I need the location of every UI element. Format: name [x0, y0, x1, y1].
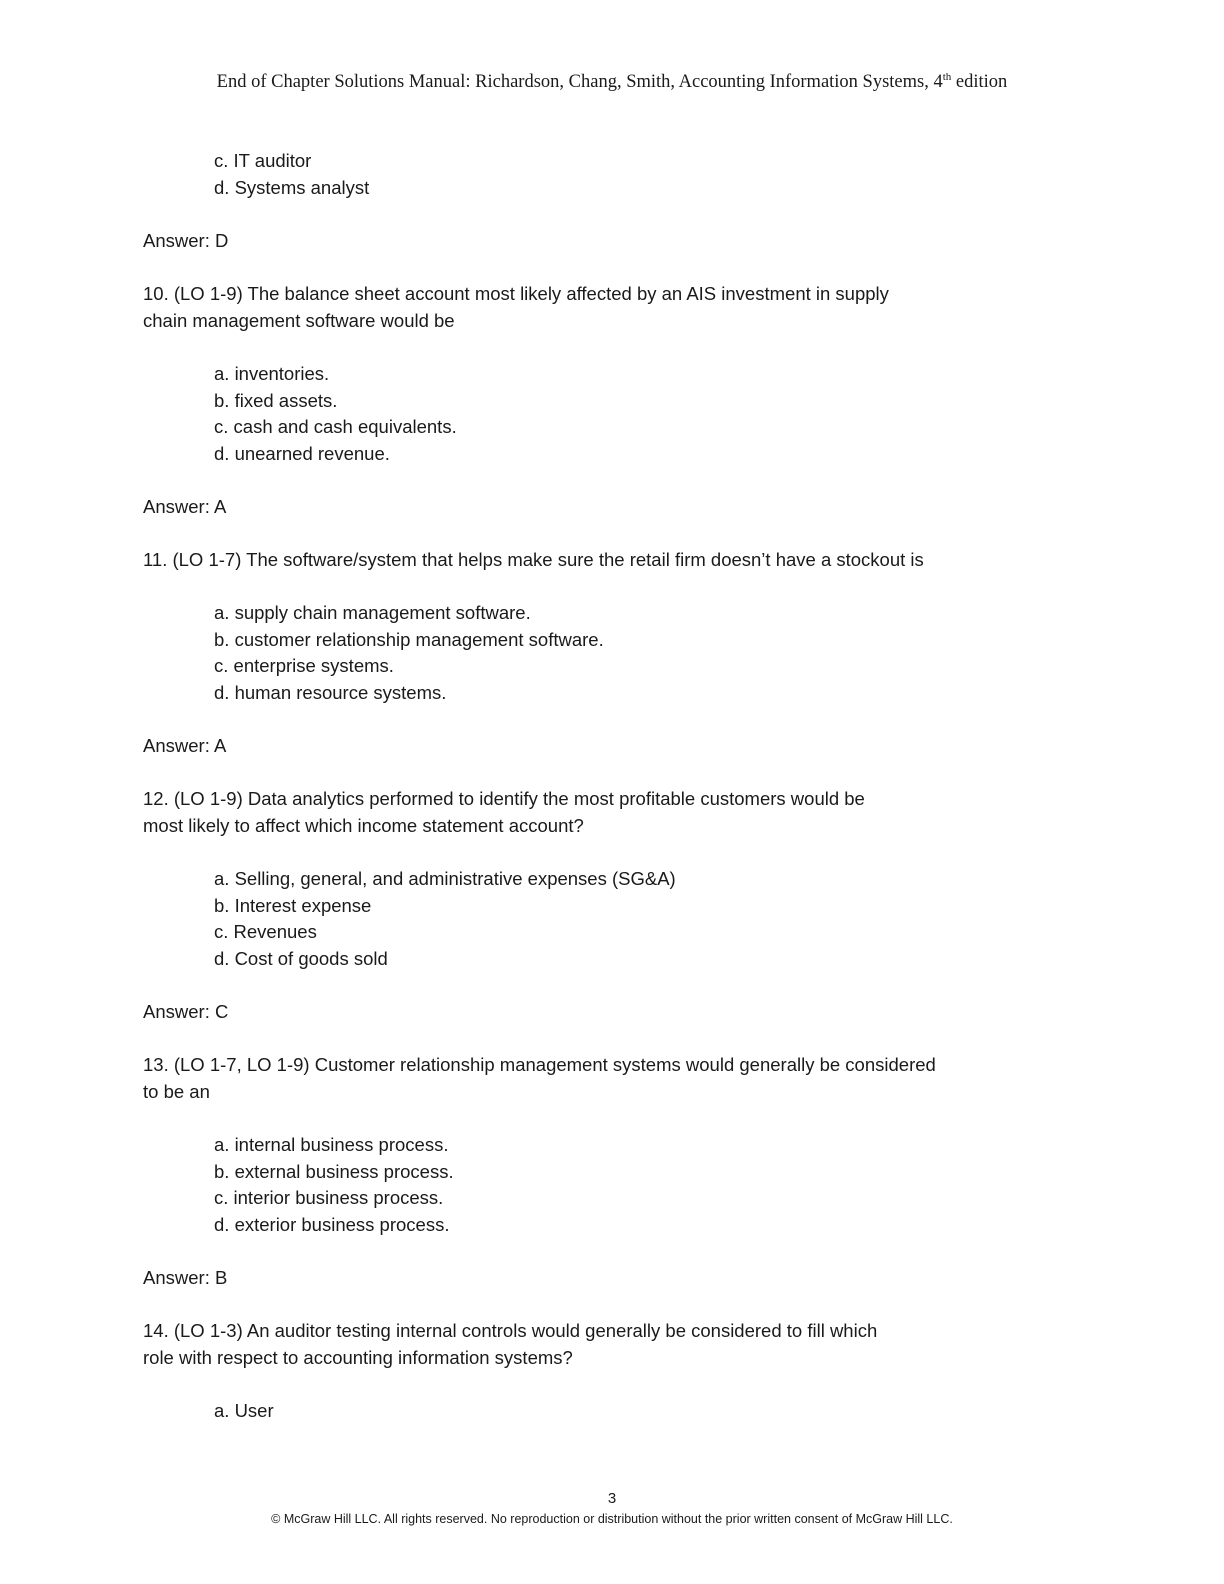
q12-option-d: d. Cost of goods sold	[214, 948, 388, 969]
q13-option-d: d. exterior business process.	[214, 1214, 450, 1235]
q12-option-c: c. Revenues	[214, 921, 317, 942]
q11-answer: Answer: A	[143, 735, 227, 756]
q14-text-line-1: 14. (LO 1-3) An auditor testing internal controls would generally be considered to fill which	[143, 1320, 878, 1341]
q13-option-b: b. external business process.	[214, 1161, 454, 1182]
header-title-end: edition	[951, 72, 1008, 92]
q11-option-b: b. customer relationship management software.	[214, 629, 604, 650]
q12-text-line-2: most likely to affect which income statement account?	[143, 815, 584, 836]
q9-option-c: c. IT auditor	[214, 150, 312, 171]
q10-option-a: a. inventories.	[214, 363, 330, 384]
q11-option-d: d. human resource systems.	[214, 682, 447, 703]
copyright-notice: © McGraw Hill LLC. All rights reserved. No reproduction or distribution without the prior written consent of McGraw Hill LLC.	[271, 1512, 953, 1526]
q12-option-a: a. Selling, general, and administrative expenses (SG&A)	[214, 868, 676, 889]
page-number: 3	[607, 1490, 617, 1507]
q9-answer: Answer: D	[143, 230, 229, 251]
q12-text-line-1: 12. (LO 1-9) Data analytics performed to identify the most profitable customers would be	[143, 788, 865, 809]
q14-text-line-2: role with respect to accounting information systems?	[143, 1347, 573, 1368]
q10-answer: Answer: A	[143, 496, 227, 517]
q11-text-line-1: 11. (LO 1-7) The software/system that helps make sure the retail firm doesn’t have a stockout is	[143, 549, 924, 570]
q13-answer: Answer: B	[143, 1267, 228, 1288]
document-header	[0, 72, 1224, 93]
q11-option-c: c. enterprise systems.	[214, 655, 394, 676]
q12-answer: Answer: C	[143, 1001, 229, 1022]
q9-option-d: d. Systems analyst	[214, 177, 370, 198]
header-title: End of Chapter Solutions Manual: Richardson, Chang, Smith, Accounting Information Systems, 4	[216, 72, 943, 92]
q13-option-a: a. internal business process.	[214, 1134, 449, 1155]
q10-option-d: d. unearned revenue.	[214, 443, 390, 464]
q13-text-line-2: to be an	[143, 1081, 210, 1102]
q10-option-b: b. fixed assets.	[214, 390, 338, 411]
q13-option-c: c. interior business process.	[214, 1187, 444, 1208]
q10-text-line-2: chain management software would be	[143, 310, 455, 331]
q13-text-line-1: 13. (LO 1-7, LO 1-9) Customer relationship management systems would generally be considered	[143, 1054, 936, 1075]
q10-option-c: c. cash and cash equivalents.	[214, 416, 457, 437]
q12-option-b: b. Interest expense	[214, 895, 372, 916]
q11-option-a: a. supply chain management software.	[214, 602, 531, 623]
q14-option-a: a. User	[214, 1400, 274, 1421]
q10-text-line-1: 10. (LO 1-9) The balance sheet account most likely affected by an AIS investment in supply	[143, 283, 889, 304]
header-title-superscript: th	[942, 71, 952, 83]
